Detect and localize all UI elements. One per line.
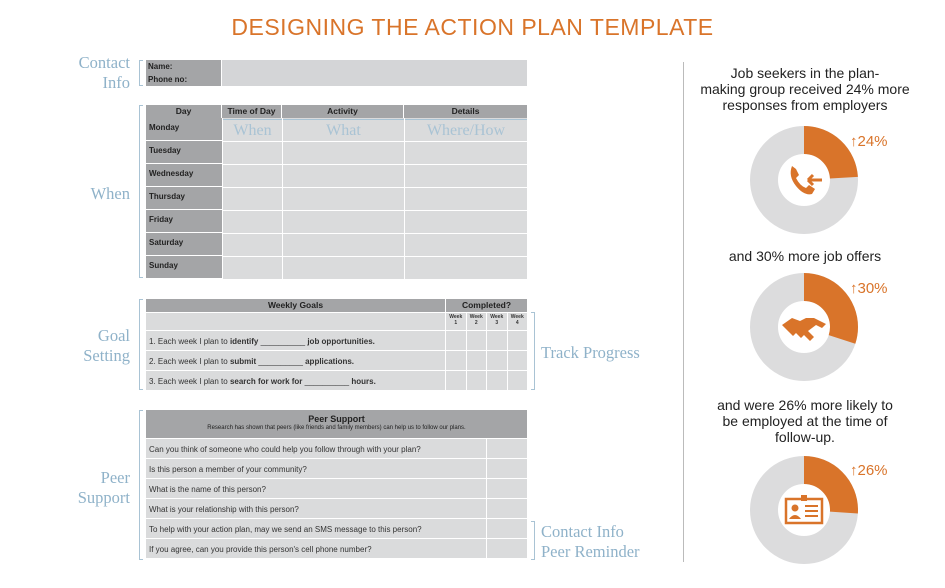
- stat-1-donut: [750, 126, 858, 234]
- peer-row-6: [146, 538, 527, 558]
- peer-answer-4[interactable]: [486, 499, 527, 518]
- peer-answer-3[interactable]: [486, 479, 527, 498]
- goal-1-week-4[interactable]: [507, 331, 528, 350]
- stat-2-donut: [750, 273, 858, 381]
- peer-row-3: [146, 478, 527, 498]
- day-monday: Monday: [146, 118, 222, 141]
- when-table-body: [146, 118, 527, 279]
- goal-1-week-2[interactable]: [466, 331, 487, 350]
- peer-row-5: [146, 518, 527, 538]
- day-wednesday: Wednesday: [146, 164, 222, 187]
- day-saturday: Saturday: [146, 233, 222, 256]
- id-badge-icon: [786, 495, 822, 523]
- goal-text-3: 3. Each week I plan to search for work for __________ hours.: [146, 371, 445, 390]
- goal-setting-label-line1: Goal: [97, 326, 130, 345]
- phone-icon: [791, 166, 822, 194]
- when-table: [146, 105, 527, 279]
- goal-text-1: 1. Each week I plan to identify __________ job opportunities.: [146, 331, 445, 350]
- peer-reminder-label-line1: Contact Info: [541, 522, 624, 541]
- stat-3-donut: [750, 456, 858, 564]
- goal-setting-label-line2: Setting: [83, 346, 130, 365]
- phone-label: Phone no:: [146, 73, 222, 86]
- peer-row-1: [146, 438, 527, 458]
- peer-question-1: Can you think of someone who could help you follow through with your plan?: [146, 439, 486, 458]
- goal-1-week-3[interactable]: [486, 331, 507, 350]
- name-field[interactable]: [222, 60, 527, 73]
- goal-3-week-3[interactable]: [486, 371, 507, 390]
- day-friday: Friday: [146, 210, 222, 233]
- name-row: [146, 60, 527, 73]
- ghost-line-when: [223, 119, 283, 120]
- stat-2-text: and 30% more job offers: [728, 248, 882, 264]
- contact-info-label-line2: Info: [102, 73, 130, 92]
- ghost-when: When: [233, 122, 272, 139]
- day-tuesday: Tuesday: [146, 141, 222, 164]
- when-table-header: [146, 105, 527, 118]
- peer-question-4: What is your relationship with this person?: [146, 499, 486, 518]
- track-progress-bracket: [531, 312, 535, 390]
- goal-row-3: [146, 370, 527, 390]
- peer-table-title: Peer Support: [308, 414, 365, 424]
- day-column: [146, 118, 222, 279]
- header-weekly-goals: Weekly Goals: [146, 299, 445, 312]
- ghost-line-what: [283, 119, 404, 120]
- peer-question-5: To help with your action plan, may we send an SMS message to this person?: [146, 519, 486, 538]
- stat-1-percent: ↑24%: [850, 133, 888, 150]
- week-3-header: Week 3: [486, 313, 507, 330]
- header-details: Details: [404, 105, 527, 118]
- track-progress-label: Track Progress: [541, 343, 640, 362]
- goal-2-week-2[interactable]: [466, 351, 487, 370]
- goal-3-week-4[interactable]: [507, 371, 528, 390]
- goal-bracket: [139, 299, 143, 390]
- contact-info-label: [79, 53, 130, 93]
- peer-bracket: [139, 410, 143, 560]
- name-label: Name:: [146, 60, 222, 73]
- page-title: DESIGNING THE ACTION PLAN TEMPLATE: [231, 14, 714, 40]
- when-bracket: [139, 105, 143, 278]
- goal-1-week-1[interactable]: [445, 331, 466, 350]
- goal-week-header-row: [146, 312, 527, 330]
- goal-2-week-1[interactable]: [445, 351, 466, 370]
- peer-table-subtitle: Research has shown that peers (like friends and family members) can help us to follow our plans.: [207, 425, 466, 431]
- phone-field[interactable]: [222, 73, 527, 86]
- header-day: Day: [146, 105, 222, 118]
- week-2-header: Week 2: [466, 313, 487, 330]
- time-column[interactable]: [222, 118, 282, 279]
- goal-row-2: [146, 350, 527, 370]
- peer-support-label-line2: Support: [77, 488, 130, 507]
- peer-answer-2[interactable]: [486, 459, 527, 478]
- details-column[interactable]: [404, 118, 527, 279]
- peer-question-2: Is this person a member of your community?: [146, 459, 486, 478]
- peer-reminder-label-line2: Peer Reminder: [541, 542, 640, 561]
- peer-support-label: [78, 468, 130, 508]
- peer-support-label-line1: Peer: [100, 468, 130, 487]
- week-1-header: Week 1: [445, 313, 466, 330]
- peer-table-header: [146, 410, 527, 438]
- goal-table: [146, 299, 527, 390]
- peer-reminder-label: [541, 522, 640, 562]
- day-thursday: Thursday: [146, 187, 222, 210]
- goal-table-header: [146, 299, 527, 312]
- peer-question-3: What is the name of this person?: [146, 479, 486, 498]
- peer-question-6: If you agree, can you provide this person's cell phone number?: [146, 539, 486, 558]
- peer-answer-6[interactable]: [486, 539, 527, 558]
- when-label: When: [90, 184, 130, 203]
- stat-1-text: Job seekers in the plan- making group received 24% more responses from employers: [700, 65, 910, 113]
- stat-3-percent: ↑26%: [850, 462, 888, 479]
- handshake-icon: [782, 318, 826, 341]
- ghost-where-how: Where/How: [426, 122, 506, 139]
- day-sunday: Sunday: [146, 256, 222, 279]
- goal-3-week-1[interactable]: [445, 371, 466, 390]
- peer-table: [146, 410, 527, 558]
- peer-answer-5[interactable]: [486, 519, 527, 538]
- goal-2-week-4[interactable]: [507, 351, 528, 370]
- stat-3-text: and were 26% more likely to be employed at the time of follow-up.: [717, 397, 893, 445]
- goal-text-2: 2. Each week I plan to submit __________ applications.: [146, 351, 445, 370]
- header-completed: Completed?: [445, 299, 527, 312]
- peer-row-2: [146, 458, 527, 478]
- ghost-line-where: [405, 119, 527, 120]
- contact-info-label-line1: Contact: [78, 53, 130, 72]
- ghost-what: What: [326, 122, 361, 139]
- goal-3-week-2[interactable]: [466, 371, 487, 390]
- goal-row-1: [146, 330, 527, 350]
- peer-row-4: [146, 498, 527, 518]
- header-time: Time of Day: [222, 105, 282, 118]
- activity-column[interactable]: [282, 118, 404, 279]
- phone-row: [146, 73, 527, 86]
- goal-setting-label: [83, 326, 130, 366]
- contact-bracket: [139, 60, 143, 86]
- peer-answer-1[interactable]: [486, 439, 527, 458]
- peer-reminder-bracket: [531, 521, 535, 560]
- header-activity: Activity: [282, 105, 404, 118]
- vertical-divider: [683, 62, 684, 562]
- stat-2-percent: ↑30%: [850, 280, 888, 297]
- goal-2-week-3[interactable]: [486, 351, 507, 370]
- week-4-header: Week 4: [507, 313, 528, 330]
